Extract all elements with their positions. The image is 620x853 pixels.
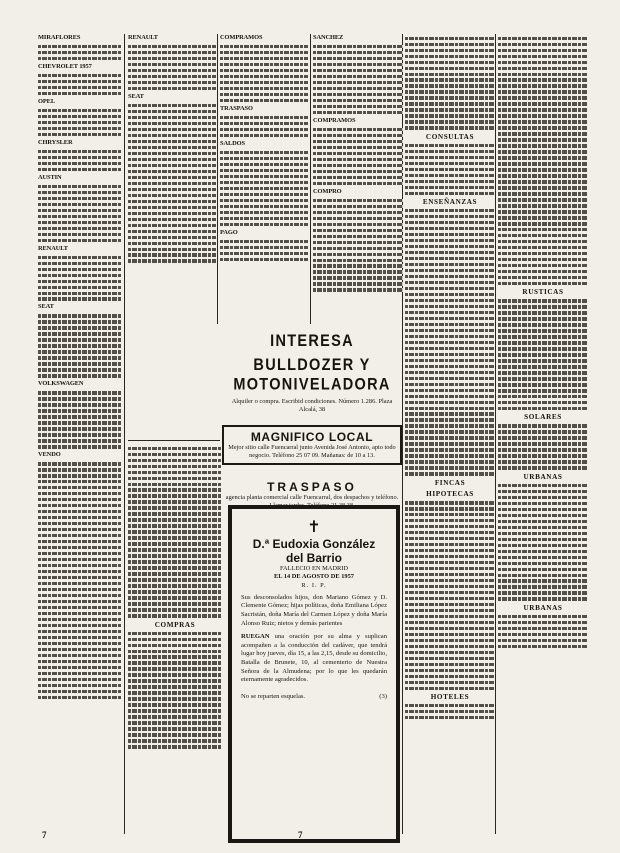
column-rule [128, 440, 220, 441]
entry-heading: AUSTIN [38, 173, 62, 181]
footer-number: (3) [379, 692, 387, 700]
entry-heading: VOLKSWAGEN [38, 380, 84, 388]
classified-column-5 [405, 34, 495, 834]
entry-heading: SALDOS [220, 139, 245, 147]
entry-heading: MIRAFLORES [38, 34, 81, 41]
entry-heading: COMPRO [313, 187, 342, 195]
section-heading-urbanas-2: URBANAS [523, 603, 563, 612]
page-mark-left: 7 [42, 830, 47, 840]
ad-headline: MAGNIFICO LOCAL [250, 430, 374, 444]
section-heading-compras: COMPRAS [154, 620, 196, 629]
ad-text: Mejor sitio calle Fuencarral junto Avenida José Antonio, apto todo negocio. Teléfono 25 07 09. Mañanas: de 10 a 13. [228, 444, 396, 459]
column-rule [495, 34, 496, 834]
obituary-notice [228, 505, 400, 843]
deceased-name-line2: del Barrio [285, 551, 342, 565]
ruegan-word: RUEGAN [241, 633, 270, 641]
entry-heading: SANCHEZ [313, 34, 344, 41]
entry-heading: COMPRAMOS [220, 34, 263, 41]
ruegan-text: una oración por su alma y suplican acompañen a la conducción del cadáver, que tendrá lugar hoy jueves, día 15, a las 2,15, desde su domicilio, Batalla de Brunete, 10, al cementerio de Nuestra Señora de la Almudena; por lo que les quedarán eternamente agradecidos. [241, 633, 387, 684]
section-heading-rusticas: RUSTICAS [522, 288, 564, 297]
entry-heading: SEAT [128, 92, 144, 100]
obituary-family-text: Sus desconsolados hijos, don Mariano Gómez y D. Clemente Gómez; hijas políticas, doña Emiliana López Sacristán, doña María del Carmen López y doña María Alonso Ruiz; nietos y demás parientes [241, 593, 387, 627]
footer-note: No se reparten esquelas. [241, 692, 306, 700]
entry-heading: OPEL [38, 97, 55, 105]
classified-column-3 [220, 34, 308, 299]
ad-headline: INTERESA BULLDOZER Y [253, 332, 371, 375]
death-date: EL 14 DE AGOSTO DE 1957 [274, 573, 354, 581]
entry-heading: RENAULT [38, 244, 68, 252]
entry-heading: CHEVROLET 1957 [38, 62, 92, 70]
section-heading-hoteles: HOTELES [430, 693, 470, 702]
entry-heading: PAGO [220, 228, 238, 236]
column-rule [310, 34, 311, 324]
column-rule [124, 34, 125, 834]
section-heading-urbanas: URBANAS [523, 472, 563, 481]
section-heading-hipotecas: HIPOTECAS [426, 490, 474, 499]
cross-icon: ✝ [307, 519, 321, 536]
classified-column-1 [38, 34, 122, 834]
bulldozer-advertisement [222, 333, 402, 414]
column-rule [217, 34, 218, 324]
section-heading-solares: SOLARES [524, 413, 562, 422]
section-heading-ensenanzas: ENSEÑANZAS [422, 198, 478, 207]
obituary-footer [241, 693, 387, 702]
page-mark-center: 7 [298, 830, 303, 840]
section-heading-consultas: CONSULTAS [425, 132, 475, 141]
magnifico-local-advertisement [222, 425, 402, 465]
ad-headline: TRASPASO [267, 480, 357, 494]
rip-text: R. I. P. [301, 581, 327, 589]
obituary-request-text [241, 633, 387, 685]
section-heading-fincas: FINCAS [434, 478, 466, 487]
death-place: FALLECIO EN MADRID [279, 565, 349, 572]
ad-headline: MOTONIVELADORA [233, 375, 391, 395]
classified-column-4 [313, 34, 403, 299]
entry-heading: COMPRAMOS [313, 116, 356, 124]
entry-heading: CHRYSLER [38, 138, 73, 146]
classified-column-6 [498, 34, 588, 834]
ad-text: Alquiler o compra. Escribid condiciones. Número 1.286. Plaza Alcalá, 38 [231, 398, 393, 413]
classified-column-2 [128, 34, 216, 299]
entry-heading: VENDO [38, 451, 61, 459]
entry-heading: TRASPASO [220, 104, 253, 112]
deceased-name: D.ª Eudoxia González [252, 537, 376, 551]
entry-heading: RENAULT [128, 34, 158, 41]
entry-heading: SEAT [38, 303, 54, 311]
classified-column-2-lower [128, 444, 222, 834]
ad-text: agencia planta comercial calle Fuencarral, dos despachos y teléfono. [225, 494, 399, 501]
